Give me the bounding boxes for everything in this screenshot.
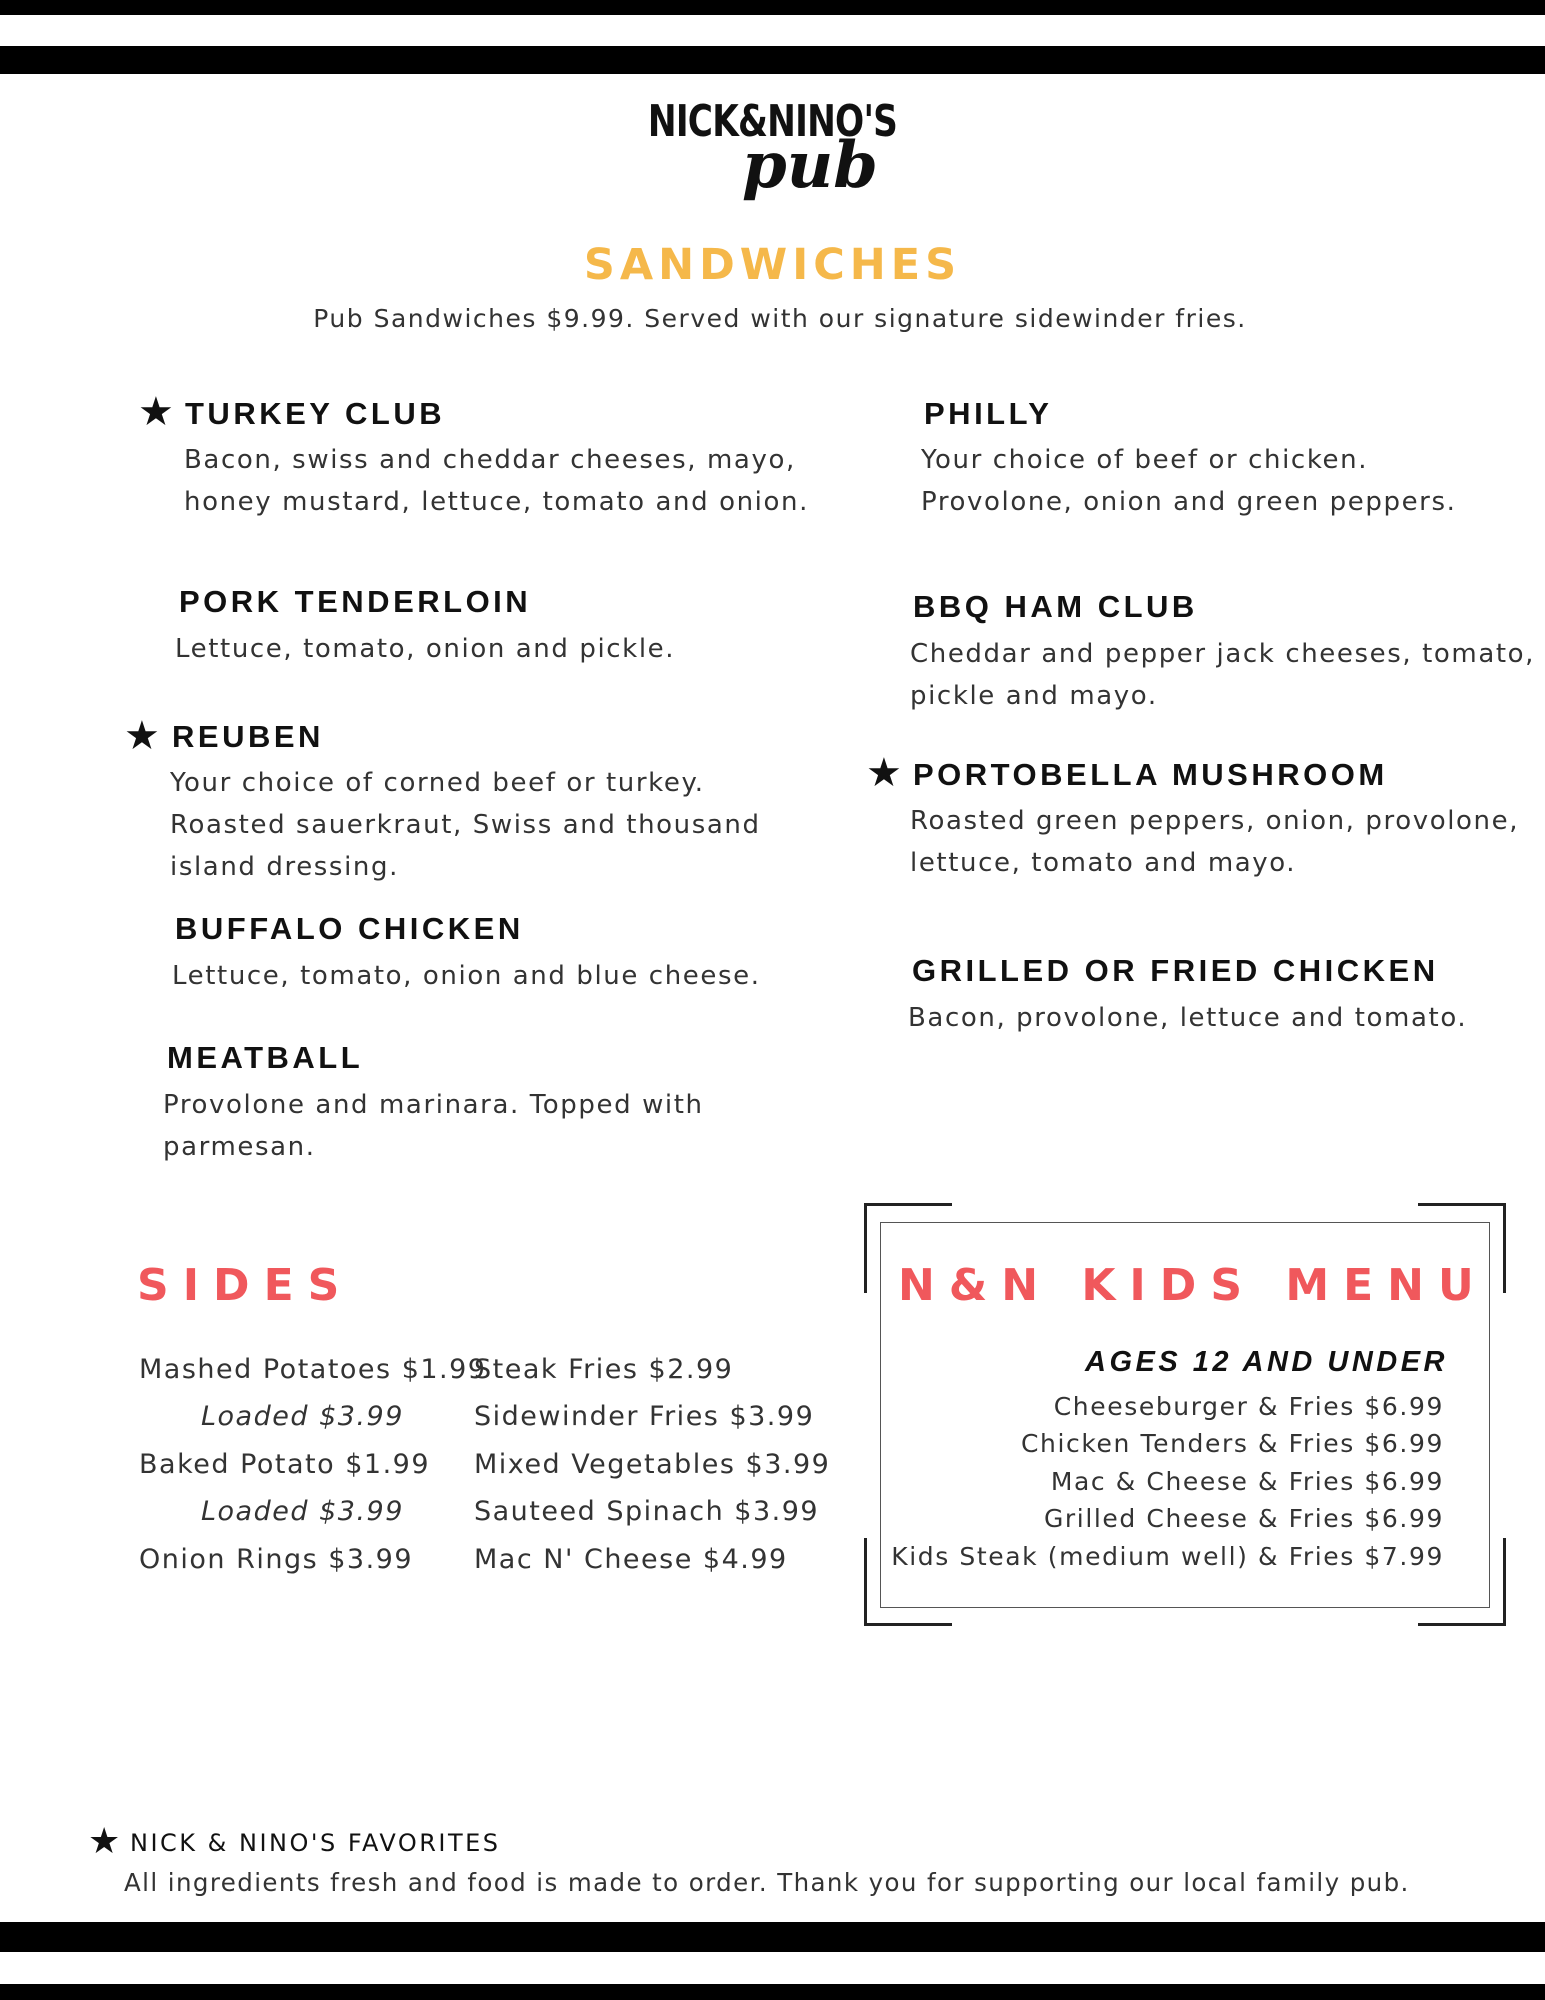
kids-item: Grilled Cheese & Fries $6.99	[1043, 1504, 1444, 1533]
side-item: Sidewinder Fries $3.99	[474, 1401, 815, 1432]
item-name-philly: PHILLY	[924, 396, 1053, 431]
item-name-grilled-or-fried-chicken: GRILLED OR FRIED CHICKEN	[912, 953, 1439, 988]
star-icon: ★	[138, 389, 174, 435]
favorites-legend: NICK & NINO'S FAVORITES	[130, 1829, 501, 1857]
item-desc: lettuce, tomato and mayo.	[910, 848, 1297, 878]
side-item: Mashed Potatoes $1.99	[139, 1354, 487, 1385]
item-name-bbq-ham-club: BBQ HAM CLUB	[913, 589, 1198, 624]
item-desc: Roasted green peppers, onion, provolone,	[910, 806, 1520, 836]
side-item: Steak Fries $2.99	[474, 1354, 734, 1385]
top-band	[0, 46, 1545, 74]
side-item: Loaded $3.99	[201, 1401, 404, 1432]
item-desc: honey mustard, lettuce, tomato and onion.	[184, 487, 809, 517]
star-icon: ★	[88, 1821, 121, 1862]
star-icon: ★	[866, 750, 902, 796]
sandwiches-intro: Pub Sandwiches $9.99. Served with our signature sidewinder fries.	[313, 304, 1247, 333]
footer-note: All ingredients fresh and food is made to order. Thank you for supporting our local family pub.	[124, 1868, 1410, 1897]
logo-name: NICK&NINO'S	[647, 96, 898, 147]
item-desc: Provolone, onion and green peppers.	[921, 487, 1457, 517]
item-desc: Bacon, swiss and cheddar cheeses, mayo,	[184, 445, 796, 475]
item-desc: Lettuce, tomato, onion and blue cheese.	[172, 961, 761, 991]
sandwiches-title: SANDWICHES	[583, 240, 962, 290]
item-desc: Cheddar and pepper jack cheeses, tomato,	[910, 639, 1536, 669]
item-desc: pickle and mayo.	[910, 681, 1158, 711]
item-name-portobella-mushroom: PORTOBELLA MUSHROOM	[913, 757, 1388, 792]
item-desc: parmesan.	[163, 1132, 316, 1162]
side-item: Baked Potato $1.99	[139, 1449, 431, 1480]
item-desc: Your choice of corned beef or turkey.	[170, 768, 705, 798]
top-stripe	[0, 0, 1545, 15]
item-name-turkey-club: TURKEY CLUB	[185, 396, 446, 431]
kids-item: Cheeseburger & Fries $6.99	[1053, 1392, 1444, 1421]
item-desc: Roasted sauerkraut, Swiss and thousand	[170, 810, 761, 840]
sides-title: SIDES	[137, 1260, 354, 1311]
side-item: Sauteed Spinach $3.99	[474, 1496, 820, 1527]
side-item: Mac N' Cheese $4.99	[474, 1544, 788, 1575]
side-item: Onion Rings $3.99	[139, 1544, 414, 1575]
kids-item: Chicken Tenders & Fries $6.99	[1020, 1429, 1444, 1458]
bottom-band	[0, 1922, 1545, 1952]
item-name-pork-tenderloin: PORK TENDERLOIN	[179, 584, 532, 619]
logo-pub: pub	[742, 128, 879, 203]
bottom-stripe	[0, 1984, 1545, 2000]
item-name-meatball: MEATBALL	[167, 1040, 364, 1075]
kids-menu-title: N&N KIDS MENU	[898, 1260, 1488, 1311]
item-name-buffalo-chicken: BUFFALO CHICKEN	[175, 911, 524, 946]
kids-menu-subtitle: AGES 12 AND UNDER	[1085, 1346, 1448, 1378]
side-item: Loaded $3.99	[201, 1496, 404, 1527]
item-desc: Bacon, provolone, lettuce and tomato.	[908, 1003, 1468, 1033]
item-desc: Provolone and marinara. Topped with	[163, 1090, 704, 1120]
side-item: Mixed Vegetables $3.99	[474, 1449, 831, 1480]
kids-item: Kids Steak (medium well) & Fries $7.99	[891, 1542, 1444, 1571]
star-icon: ★	[124, 713, 160, 759]
item-desc: island dressing.	[170, 852, 399, 882]
item-desc: Your choice of beef or chicken.	[921, 445, 1369, 475]
kids-item: Mac & Cheese & Fries $6.99	[1050, 1467, 1444, 1496]
item-name-reuben: REUBEN	[172, 719, 324, 754]
item-desc: Lettuce, tomato, onion and pickle.	[175, 634, 676, 664]
